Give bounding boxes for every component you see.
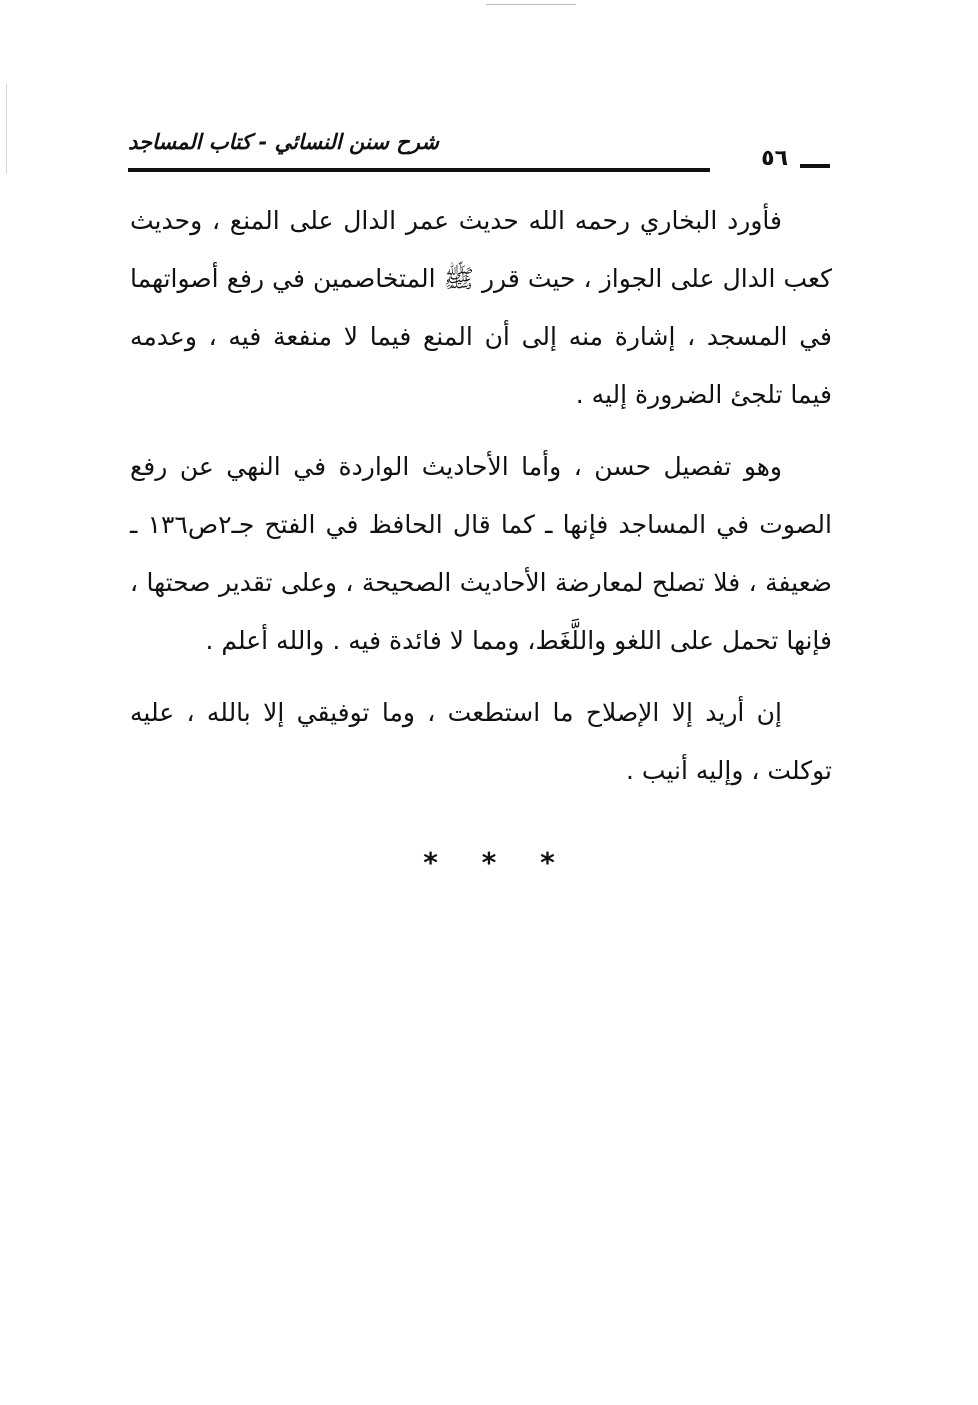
paragraph-3: إن أريد إلا الإصلاح ما استطعت ، وما توفيقي إلا بالله ، عليه توكلت ، وإليه أنيب .	[130, 698, 832, 785]
scan-margin-line	[6, 84, 7, 174]
body-text	[130, 192, 832, 814]
header-title: شرح سنن النسائي - كتاب المساجد	[128, 130, 439, 154]
scan-edge-line	[486, 4, 576, 5]
running-header	[128, 126, 830, 178]
header-rule	[128, 168, 710, 172]
paragraph-1: فأورد البخاري رحمه الله حديث عمر الدال على المنع ، وحديث كعب الدال على الجواز ، حيث قرر ﷺ المتخاصمين في رفع أصواتهما في المسجد ، إشارة منه إلى أن المنع فيما لا منفعة فيه ، وعدمه فيما تلجئ الضرورة إليه .	[130, 206, 832, 409]
page-number-dash	[800, 164, 830, 168]
paragraph-2: وهو تفصيل حسن ، وأما الأحاديث الواردة في النهي عن رفع الصوت في المساجد فإنها ـ كما قال الحافظ في الفتح جـ٢ص١٣٦ ـ ضعيفة ، فلا تصلح لمعارضة الأحاديث الصحيحة ، وعلى تقدير صحتها ، فإنها تحمل على اللغو واللَّغَط، ومما لا فائدة فيه . والله أعلم .	[130, 452, 832, 655]
section-separator: * * *	[423, 846, 555, 879]
page-number: ٥٦	[761, 146, 788, 171]
